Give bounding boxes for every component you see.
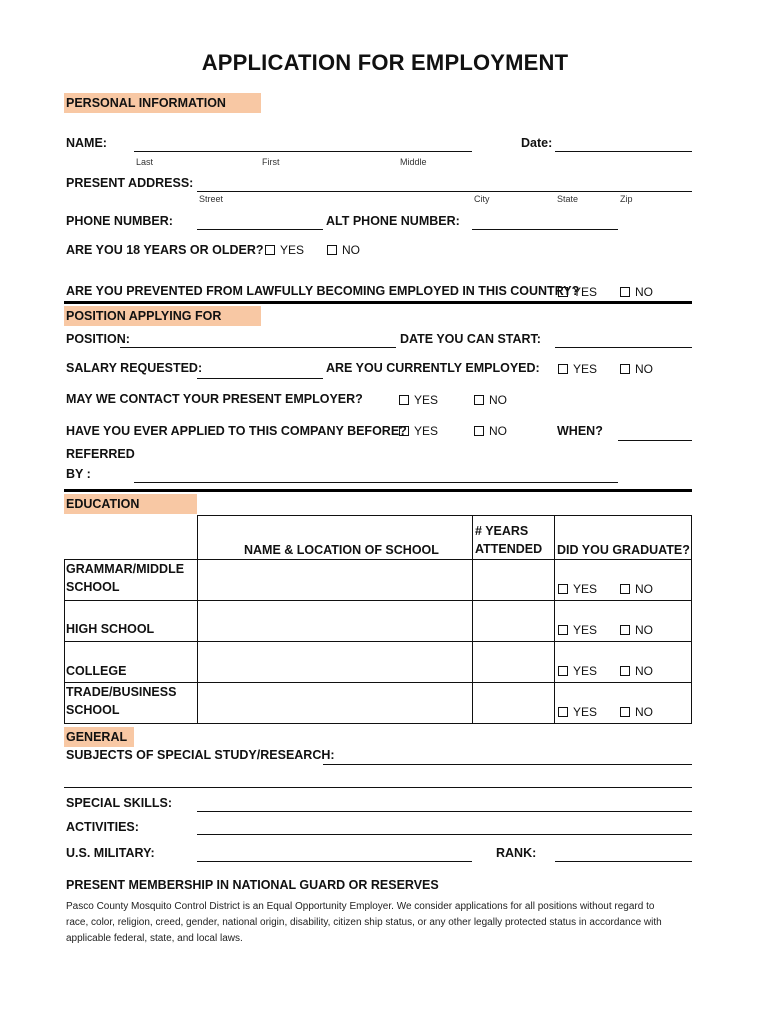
when-field[interactable] <box>618 440 692 441</box>
years-cell[interactable] <box>472 641 555 683</box>
table-row <box>64 559 692 601</box>
employed-no-checkbox[interactable]: NO <box>620 362 653 376</box>
checkbox-icon <box>620 584 630 594</box>
education-table <box>64 515 692 724</box>
date-field[interactable] <box>555 151 692 152</box>
eeo-line: applicable federal, state, and local laws. <box>66 933 243 944</box>
position-field[interactable] <box>120 347 396 348</box>
col-years-label-2: ATTENDED <box>475 542 543 556</box>
phone-field[interactable] <box>197 229 323 230</box>
col-graduate-label: DID YOU GRADUATE? <box>557 543 690 557</box>
graduate-no-checkbox[interactable]: NO <box>620 582 653 596</box>
years-cell[interactable] <box>472 600 555 642</box>
eeo-statement <box>66 899 696 947</box>
start-date-field[interactable] <box>555 347 692 348</box>
school-type-label: HIGH SCHOOL <box>66 622 155 636</box>
graduate-yes-checkbox[interactable]: YES <box>558 705 597 719</box>
employed-yes-checkbox[interactable]: YES <box>558 362 597 376</box>
prevented-no-checkbox[interactable]: NO <box>620 285 653 299</box>
school-type-label-2: SCHOOL <box>66 703 120 717</box>
referred-field[interactable] <box>134 482 618 483</box>
salary-label: SALARY REQUESTED: <box>66 361 203 375</box>
name-sub-last: Last <box>136 157 154 167</box>
special-skills-label: SPECIAL SKILLS: <box>66 796 173 810</box>
checkbox-icon <box>474 426 484 436</box>
section-general: GENERAL <box>64 727 134 747</box>
page-title: APPLICATION FOR EMPLOYMENT <box>201 50 569 75</box>
checkbox-icon <box>620 666 630 676</box>
section-divider <box>64 301 692 304</box>
checkbox-icon <box>474 395 484 405</box>
age-yes-checkbox[interactable]: YES <box>265 243 304 257</box>
contact-yes-checkbox[interactable]: YES <box>399 393 438 407</box>
years-cell[interactable] <box>472 682 555 724</box>
rank-label: RANK: <box>496 846 537 860</box>
military-label: U.S. MILITARY: <box>66 846 155 860</box>
special-skills-field[interactable] <box>197 811 692 812</box>
school-name-cell[interactable] <box>197 682 473 724</box>
address-field[interactable] <box>197 191 692 192</box>
school-name-cell[interactable] <box>197 559 473 601</box>
contact-no-checkbox[interactable]: NO <box>474 393 507 407</box>
age-label: ARE YOU 18 YEARS OR OLDER? <box>66 243 264 257</box>
checkbox-icon <box>327 245 337 255</box>
col-years-label-1: # YEARS <box>475 524 529 538</box>
years-cell[interactable] <box>472 559 555 601</box>
name-label: NAME: <box>66 136 107 150</box>
checkbox-icon <box>558 666 568 676</box>
checkbox-icon <box>620 287 630 297</box>
name-field[interactable] <box>134 151 472 152</box>
activities-label: ACTIVITIES: <box>66 820 139 834</box>
checkbox-icon <box>620 625 630 635</box>
section-position-applying-for: POSITION APPLYING FOR <box>64 306 261 326</box>
school-type-label: GRAMMAR/MIDDLE <box>66 562 185 576</box>
currently-employed-label: ARE YOU CURRENTLY EMPLOYED: <box>326 361 540 375</box>
alt-phone-label: ALT PHONE NUMBER: <box>326 214 460 228</box>
checkbox-icon <box>620 707 630 717</box>
applied-no-checkbox[interactable]: NO <box>474 424 507 438</box>
table-row <box>64 641 692 683</box>
date-label: Date: <box>521 136 553 150</box>
contact-employer-label: MAY WE CONTACT YOUR PRESENT EMPLOYER? <box>66 392 363 406</box>
activities-field[interactable] <box>197 834 692 835</box>
address-sub-state: State <box>557 194 579 204</box>
address-sub-city: City <box>474 194 490 204</box>
subjects-field-continued[interactable] <box>64 787 692 788</box>
graduate-yes-checkbox[interactable]: YES <box>558 623 597 637</box>
position-label: POSITION: <box>66 332 130 346</box>
national-guard-label: PRESENT MEMBERSHIP IN NATIONAL GUARD OR RESERVES <box>66 878 439 892</box>
when-label: WHEN? <box>557 424 603 438</box>
name-sub-middle: Middle <box>400 157 427 167</box>
table-row <box>64 682 692 724</box>
age-no-checkbox[interactable]: NO <box>327 243 360 257</box>
military-field[interactable] <box>197 861 472 862</box>
table-row <box>64 600 692 642</box>
address-sub-street: Street <box>199 194 224 204</box>
section-personal-information: PERSONAL INFORMATION <box>64 93 261 113</box>
name-sub-first: First <box>262 157 280 167</box>
phone-label: PHONE NUMBER: <box>66 214 173 228</box>
section-education: EDUCATION <box>64 494 197 514</box>
checkbox-icon <box>399 426 409 436</box>
checkbox-icon <box>558 584 568 594</box>
checkbox-icon <box>558 364 568 374</box>
prevented-label: ARE YOU PREVENTED FROM LAWFULLY BECOMING EMPLOYED IN THIS COUNTRY? <box>66 284 580 298</box>
eeo-line: race, color, religion, creed, gender, national origin, disability, citizen ship status, or any other legally protected status in accordance with <box>66 917 662 928</box>
checkbox-icon <box>399 395 409 405</box>
referred-label-line1: REFERRED <box>66 447 135 461</box>
checkbox-icon <box>620 364 630 374</box>
applied-before-label: HAVE YOU EVER APPLIED TO THIS COMPANY BEFORE? <box>66 424 407 438</box>
checkbox-icon <box>558 287 568 297</box>
start-date-label: DATE YOU CAN START: <box>400 332 541 346</box>
subjects-field[interactable] <box>323 764 692 765</box>
address-sub-zip: Zip <box>620 194 633 204</box>
rank-field[interactable] <box>555 861 692 862</box>
prevented-yes-checkbox[interactable]: YES <box>558 285 597 299</box>
checkbox-icon <box>265 245 275 255</box>
graduate-yes-checkbox[interactable]: YES <box>558 582 597 596</box>
school-name-cell[interactable] <box>197 600 473 642</box>
graduate-no-checkbox[interactable]: NO <box>620 664 653 678</box>
salary-field[interactable] <box>197 378 323 379</box>
applied-yes-checkbox[interactable]: YES <box>399 424 438 438</box>
graduate-yes-checkbox[interactable]: YES <box>558 664 597 678</box>
address-label: PRESENT ADDRESS: <box>66 176 194 190</box>
eeo-line: Pasco County Mosquito Control District is an Equal Opportunity Employer. We consider applications for all positions without regard to <box>66 901 655 912</box>
school-type-label-2: SCHOOL <box>66 580 120 594</box>
school-type-label: TRADE/BUSINESS <box>66 685 177 699</box>
col-school-label: NAME & LOCATION OF SCHOOL <box>244 543 439 557</box>
graduate-no-checkbox[interactable]: NO <box>620 623 653 637</box>
checkbox-icon <box>558 707 568 717</box>
referred-label-line2: BY : <box>66 467 91 481</box>
section-divider <box>64 489 692 492</box>
checkbox-icon <box>558 625 568 635</box>
alt-phone-field[interactable] <box>472 229 618 230</box>
subjects-label: SUBJECTS OF SPECIAL STUDY/RESEARCH: <box>66 748 335 762</box>
graduate-no-checkbox[interactable]: NO <box>620 705 653 719</box>
school-type-label: COLLEGE <box>66 664 127 678</box>
school-name-cell[interactable] <box>197 641 473 683</box>
